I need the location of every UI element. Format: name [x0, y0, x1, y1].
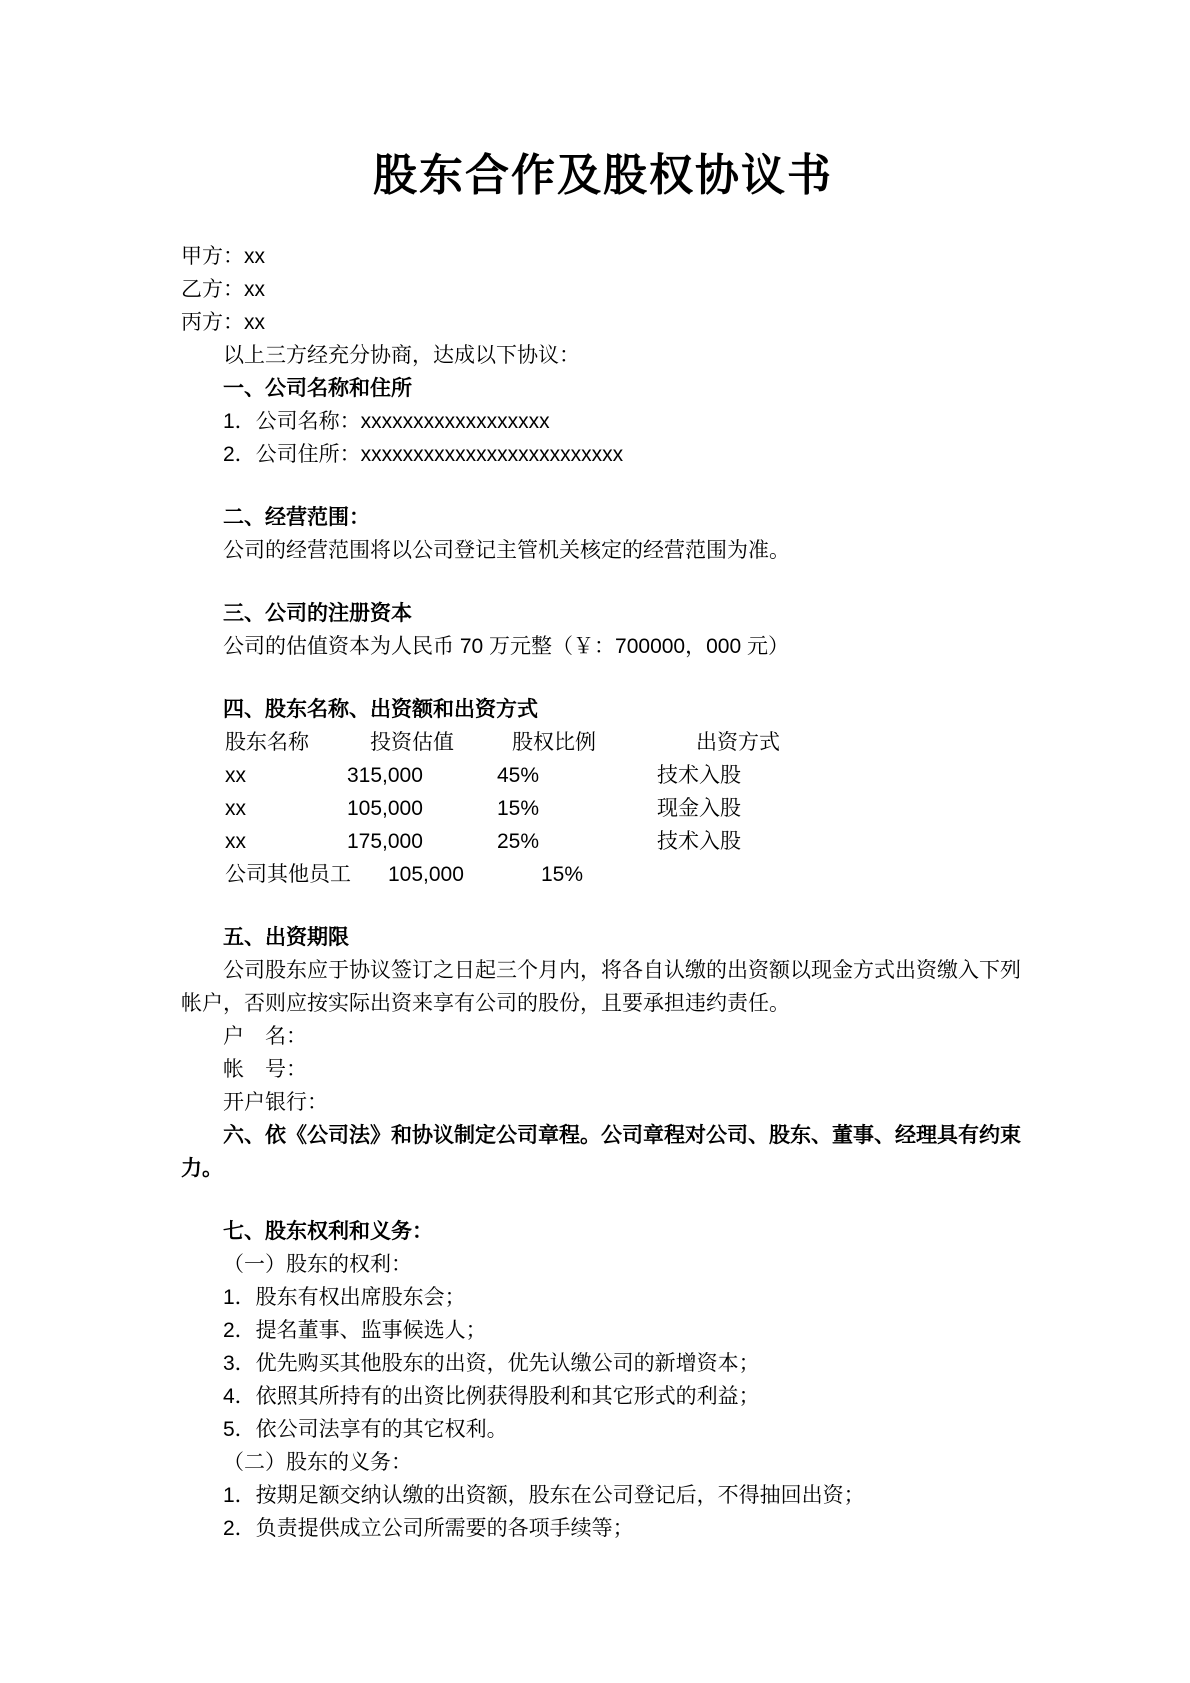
section-heading-7: 七、股东权利和义务： [223, 1220, 433, 1243]
shareholder-table [181, 726, 1025, 891]
table-row [181, 792, 1025, 825]
document-title: 股东合作及股权协议书 [373, 151, 833, 200]
company-name-item: 1．公司名称：xxxxxxxxxxxxxxxxxx [223, 410, 550, 433]
table-cell-method: 技术入股 [657, 764, 741, 787]
table-cell-method: 技术入股 [657, 830, 741, 853]
party-line-jiafang: 甲方：xx [181, 245, 265, 268]
bank-field: 开户银行： [223, 1091, 328, 1114]
duties-item: 2．负责提供成立公司所需要的各项手续等； [223, 1517, 634, 1540]
table-cell-valuation: 175,000 [347, 830, 423, 853]
account-number-field: 帐 号： [223, 1058, 307, 1081]
section-heading-3: 三、公司的注册资本 [223, 602, 412, 625]
party-line-yifang: 乙方：xx [181, 278, 265, 301]
section-heading-2: 二、经营范围： [223, 506, 370, 529]
rights-subtitle: （一）股东的权利： [223, 1253, 412, 1276]
table-cell-ratio: 25% [497, 830, 540, 853]
table-cell-valuation: 105,000 [347, 797, 423, 820]
section-2-body: 公司的经营范围将以公司登记主管机关核定的经营范围为准。 [223, 539, 790, 562]
preamble: 以上三方经充分协商，达成以下协议： [223, 344, 580, 367]
table-cell-name: xx [225, 764, 246, 787]
table-header-shareholder: 股东名称 [225, 731, 309, 754]
section-heading-4: 四、股东名称、出资额和出资方式 [223, 698, 538, 721]
duties-item: 1．按期足额交纳认缴的出资额，股东在公司登记后，不得抽回出资； [223, 1484, 865, 1507]
table-header-equity-ratio: 股权比例 [512, 731, 596, 754]
section-6-body: 六、依《公司法》和协议制定公司章程。公司章程对公司、股东、董事、经理具有约束力。 [181, 1124, 1021, 1180]
duties-subtitle: （二）股东的义务： [223, 1451, 412, 1474]
table-row [181, 858, 1025, 891]
company-address-item: 2．公司住所：xxxxxxxxxxxxxxxxxxxxxxxxx [223, 443, 624, 466]
party-line-bingfang: 丙方：xx [181, 311, 265, 334]
table-cell-method: 现金入股 [657, 797, 741, 820]
rights-item: 4．依照其所持有的出资比例获得股利和其它形式的利益； [223, 1385, 760, 1408]
table-cell-name: xx [225, 830, 246, 853]
table-row [181, 759, 1025, 792]
rights-item: 2．提名董事、监事候选人； [223, 1319, 487, 1342]
section-3-body: 公司的估值资本为人民币 70 万元整（￥：700000，000 元） [223, 635, 789, 658]
table-row [181, 825, 1025, 858]
rights-item: 1．股东有权出席股东会； [223, 1286, 466, 1309]
account-name-field: 户 名： [223, 1025, 307, 1048]
section-5-body: 公司股东应于协议签订之日起三个月内，将各自认缴的出资额以现金方式出资缴入下列帐户，否则应按实际出资来享有公司的股份，且要承担违约责任。 [181, 959, 1021, 1015]
section-heading-5: 五、出资期限 [223, 926, 349, 949]
rights-item: 5．依公司法享有的其它权利。 [223, 1418, 508, 1441]
table-cell-ratio: 15% [541, 863, 584, 886]
table-header-method: 出资方式 [696, 731, 780, 754]
table-header-valuation: 投资估值 [370, 731, 454, 754]
table-cell-ratio: 15% [497, 797, 540, 820]
table-header-row [181, 726, 1025, 759]
table-cell-name: 公司其他员工 [225, 863, 351, 886]
table-cell-name: xx [225, 797, 246, 820]
table-cell-ratio: 45% [497, 764, 540, 787]
section-heading-1: 一、公司名称和住所 [223, 377, 412, 400]
rights-item: 3．优先购买其他股东的出资，优先认缴公司的新增资本； [223, 1352, 760, 1375]
table-cell-valuation: 105,000 [388, 863, 464, 886]
table-cell-valuation: 315,000 [347, 764, 423, 787]
